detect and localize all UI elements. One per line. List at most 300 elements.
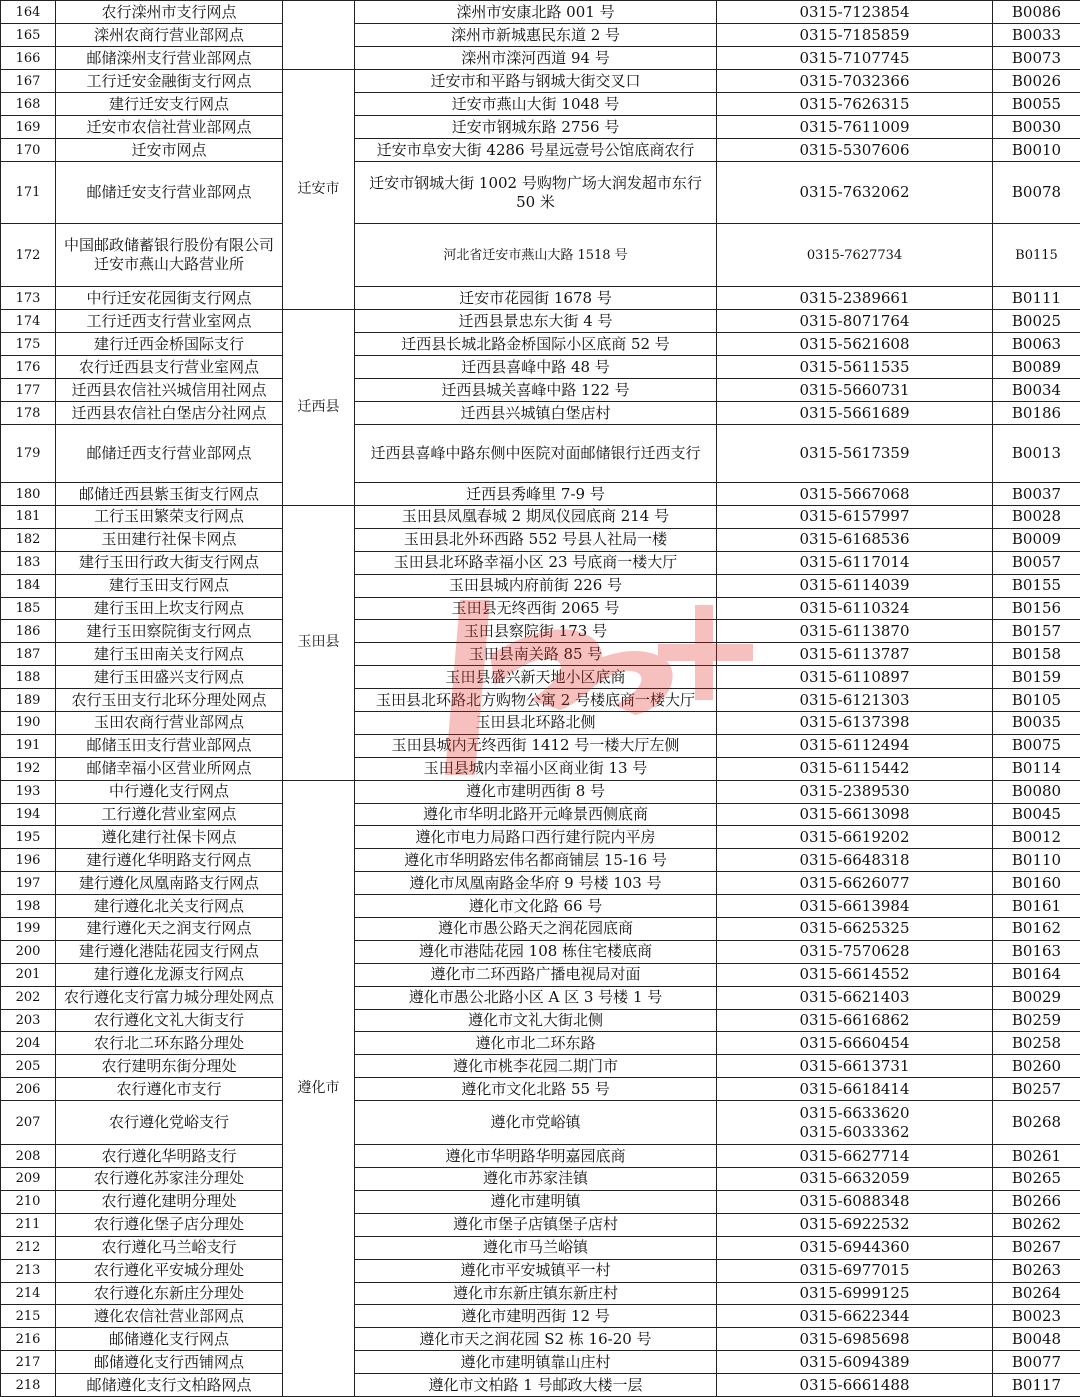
branch-code: B0261 bbox=[993, 1145, 1080, 1168]
branch-phone: 0315-6619202 bbox=[717, 826, 993, 849]
branch-address: 遵化市建明镇 bbox=[355, 1190, 717, 1213]
branch-address: 遵化市北二环东路 bbox=[355, 1032, 717, 1055]
branch-code: B0258 bbox=[993, 1032, 1080, 1055]
branch-code: B0080 bbox=[993, 780, 1080, 803]
branch-address: 迁西县兴城镇白堡店村 bbox=[355, 402, 717, 425]
branch-phone: 0315-2389530 bbox=[717, 780, 993, 803]
branch-code: B0013 bbox=[993, 425, 1080, 483]
table-row bbox=[1, 379, 1080, 402]
branch-address: 遵化市文柏路 1 号邮政大楼一层 bbox=[355, 1374, 717, 1397]
branch-name: 工行迁安金融街支行网点 bbox=[56, 70, 283, 93]
branch-phone: 0315-6112494 bbox=[717, 734, 993, 757]
row-number: 183 bbox=[1, 551, 56, 574]
branch-address: 遵化市堡子店镇堡子店村 bbox=[355, 1213, 717, 1236]
branch-address: 玉田县北环路北方购物公寓 2 号楼底商一楼大厅 bbox=[355, 689, 717, 712]
branch-code: B0012 bbox=[993, 826, 1080, 849]
branch-phone: 0315-6661488 bbox=[717, 1374, 993, 1397]
branch-name: 建行遵化天之润支行网点 bbox=[56, 918, 283, 941]
region-cell: 迁西县 bbox=[283, 310, 355, 506]
branch-code: B0045 bbox=[993, 803, 1080, 826]
branch-phone bbox=[717, 1101, 993, 1145]
branch-phone: 0315-6115442 bbox=[717, 757, 993, 780]
branch-address: 遵化市电力局路口西行建行院内平房 bbox=[355, 826, 717, 849]
branch-address: 遵化市愚公路天之润花园底商 bbox=[355, 918, 717, 941]
branch-name: 农行遵化堡子店分理处 bbox=[56, 1213, 283, 1236]
branch-code: B0186 bbox=[993, 402, 1080, 425]
branch-code: B0158 bbox=[993, 643, 1080, 666]
branch-phone: 0315-7107745 bbox=[717, 47, 993, 70]
table-row bbox=[1, 506, 1080, 529]
row-number: 197 bbox=[1, 872, 56, 895]
row-number: 170 bbox=[1, 139, 56, 162]
table-row bbox=[1, 1168, 1080, 1191]
region-cell: 遵化市 bbox=[283, 780, 355, 1396]
branch-code: B0161 bbox=[993, 895, 1080, 918]
branch-name: 滦州农商行营业部网点 bbox=[56, 24, 283, 47]
branch-address: 遵化市马兰峪镇 bbox=[355, 1236, 717, 1259]
branch-name: 工行玉田繁荣支行网点 bbox=[56, 506, 283, 529]
branch-address: 玉田县北环路幸福小区 23 号底商一楼大厅 bbox=[355, 551, 717, 574]
row-number: 201 bbox=[1, 963, 56, 986]
table-row bbox=[1, 597, 1080, 620]
branch-code: B0156 bbox=[993, 597, 1080, 620]
table-row bbox=[1, 333, 1080, 356]
row-number: 215 bbox=[1, 1305, 56, 1328]
table-row bbox=[1, 1, 1080, 24]
branch-name: 迁安市网点 bbox=[56, 139, 283, 162]
branch-phone: 0315-6088348 bbox=[717, 1190, 993, 1213]
branch-address: 玉田县城内无终西街 1412 号一楼大厅左侧 bbox=[355, 734, 717, 757]
branch-name: 农行遵化市支行 bbox=[56, 1078, 283, 1101]
branch-name: 邮储迁安支行营业部网点 bbox=[56, 162, 283, 224]
branch-phone: 0315-5621608 bbox=[717, 333, 993, 356]
branch-phone: 0315-7632062 bbox=[717, 162, 993, 224]
branch-name: 建行遵化港陆花园支行网点 bbox=[56, 940, 283, 963]
branch-address: 遵化市建明镇靠山庄村 bbox=[355, 1351, 717, 1374]
branch-address: 玉田县北环路北侧 bbox=[355, 712, 717, 735]
row-number: 178 bbox=[1, 402, 56, 425]
row-number: 166 bbox=[1, 47, 56, 70]
branch-code: B0033 bbox=[993, 24, 1080, 47]
branch-address: 遵化市文礼大街北侧 bbox=[355, 1009, 717, 1032]
row-number: 179 bbox=[1, 425, 56, 483]
branch-phone: 0315-6648318 bbox=[717, 849, 993, 872]
branch-name: 农行滦州市支行网点 bbox=[56, 1, 283, 24]
row-number: 195 bbox=[1, 826, 56, 849]
branch-code: B0260 bbox=[993, 1055, 1080, 1078]
row-number: 212 bbox=[1, 1236, 56, 1259]
table-row bbox=[1, 1328, 1080, 1351]
table-row bbox=[1, 757, 1080, 780]
phone-line: 0315-6633620 bbox=[720, 1104, 989, 1123]
row-number: 211 bbox=[1, 1213, 56, 1236]
region-cell: 迁安市 bbox=[283, 70, 355, 310]
row-number: 218 bbox=[1, 1374, 56, 1397]
branch-address: 迁安市燕山大街 1048 号 bbox=[355, 93, 717, 116]
table-row bbox=[1, 574, 1080, 597]
branch-phone: 0315-5661689 bbox=[717, 402, 993, 425]
row-number: 192 bbox=[1, 757, 56, 780]
branch-phone: 0315-6613731 bbox=[717, 1055, 993, 1078]
branch-phone: 0315-6999125 bbox=[717, 1282, 993, 1305]
row-number: 177 bbox=[1, 379, 56, 402]
table-row bbox=[1, 1055, 1080, 1078]
table-row bbox=[1, 734, 1080, 757]
row-number: 210 bbox=[1, 1190, 56, 1213]
branch-name: 农行玉田支行北环分理处网点 bbox=[56, 689, 283, 712]
branch-code: B0089 bbox=[993, 356, 1080, 379]
phone-line: 0315-6033362 bbox=[720, 1123, 989, 1142]
table-row bbox=[1, 1282, 1080, 1305]
branch-phone: 0315-8071764 bbox=[717, 310, 993, 333]
branch-name: 中国邮政储蓄银行股份有限公司迁安市燕山大路营业所 bbox=[56, 224, 283, 287]
branch-code: B0163 bbox=[993, 940, 1080, 963]
row-number: 194 bbox=[1, 803, 56, 826]
branch-phone: 0315-6944360 bbox=[717, 1236, 993, 1259]
row-number: 191 bbox=[1, 734, 56, 757]
branch-phone: 0315-5617359 bbox=[717, 425, 993, 483]
branch-phone: 0315-5660731 bbox=[717, 379, 993, 402]
branch-address: 滦州市新城惠民东道 2 号 bbox=[355, 24, 717, 47]
branch-address: 迁安市阜安大街 4286 号星远壹号公馆底商农行 bbox=[355, 139, 717, 162]
branch-code: B0268 bbox=[993, 1101, 1080, 1145]
branch-address: 迁安市钢城大街 1002 号购物广场大润发超市东行 50 米 bbox=[355, 162, 717, 224]
table-row bbox=[1, 139, 1080, 162]
row-number: 199 bbox=[1, 918, 56, 941]
branch-phone: 0315-6094389 bbox=[717, 1351, 993, 1374]
branch-code: B0028 bbox=[993, 506, 1080, 529]
branch-name: 建行遵化凤凰南路支行网点 bbox=[56, 872, 283, 895]
branch-name: 建行迁西金桥国际支行 bbox=[56, 333, 283, 356]
row-number: 187 bbox=[1, 643, 56, 666]
branch-phone: 0315-6618414 bbox=[717, 1078, 993, 1101]
branch-code: B0265 bbox=[993, 1168, 1080, 1191]
branch-address: 玉田县城内府前街 226 号 bbox=[355, 574, 717, 597]
branch-name: 迁安市农信社营业部网点 bbox=[56, 116, 283, 139]
table-row bbox=[1, 1078, 1080, 1101]
branch-code: B0048 bbox=[993, 1328, 1080, 1351]
row-number: 188 bbox=[1, 666, 56, 689]
row-number: 189 bbox=[1, 689, 56, 712]
row-number: 205 bbox=[1, 1055, 56, 1078]
branch-name: 迁西县农信社兴城信用社网点 bbox=[56, 379, 283, 402]
branch-code: B0077 bbox=[993, 1351, 1080, 1374]
table-row bbox=[1, 1009, 1080, 1032]
branch-name: 邮储遵化支行西铺网点 bbox=[56, 1351, 283, 1374]
row-number: 171 bbox=[1, 162, 56, 224]
branch-address: 迁西县长城北路金桥国际小区底商 52 号 bbox=[355, 333, 717, 356]
row-number: 209 bbox=[1, 1168, 56, 1191]
branch-phone: 0315-6625325 bbox=[717, 918, 993, 941]
branch-name: 建行遵化华明路支行网点 bbox=[56, 849, 283, 872]
table-row bbox=[1, 826, 1080, 849]
branch-phone: 0315-6614552 bbox=[717, 963, 993, 986]
branch-phone: 0315-6922532 bbox=[717, 1213, 993, 1236]
table-row bbox=[1, 895, 1080, 918]
table-row bbox=[1, 24, 1080, 47]
branch-code: B0105 bbox=[993, 689, 1080, 712]
branch-code: B0257 bbox=[993, 1078, 1080, 1101]
branch-phone: 0315-6632059 bbox=[717, 1168, 993, 1191]
branch-address: 遵化市港陆花园 108 栋住宅楼底商 bbox=[355, 940, 717, 963]
row-number: 173 bbox=[1, 287, 56, 310]
branch-phone: 0315-6616862 bbox=[717, 1009, 993, 1032]
table-row bbox=[1, 780, 1080, 803]
table-row bbox=[1, 356, 1080, 379]
branch-code: B0262 bbox=[993, 1213, 1080, 1236]
branch-phone: 0315-6117014 bbox=[717, 551, 993, 574]
row-number: 193 bbox=[1, 780, 56, 803]
branch-name: 农行遵化党峪支行 bbox=[56, 1101, 283, 1145]
row-number: 168 bbox=[1, 93, 56, 116]
table-row bbox=[1, 70, 1080, 93]
table-row bbox=[1, 1213, 1080, 1236]
branch-name: 农行建明东街分理处 bbox=[56, 1055, 283, 1078]
branch-name: 邮储幸福小区营业所网点 bbox=[56, 757, 283, 780]
table-row bbox=[1, 849, 1080, 872]
branch-address: 遵化市文化北路 55 号 bbox=[355, 1078, 717, 1101]
branch-address: 滦州市安康北路 001 号 bbox=[355, 1, 717, 24]
row-number: 203 bbox=[1, 1009, 56, 1032]
branch-name: 中行遵化支行网点 bbox=[56, 780, 283, 803]
table-row bbox=[1, 1351, 1080, 1374]
branch-phone: 0315-5611535 bbox=[717, 356, 993, 379]
branch-phone: 0315-6627714 bbox=[717, 1145, 993, 1168]
branch-name: 农行迁西县支行营业室网点 bbox=[56, 356, 283, 379]
branch-address: 遵化市东新庄镇东新庄村 bbox=[355, 1282, 717, 1305]
branch-code: B0264 bbox=[993, 1282, 1080, 1305]
branch-phone: 0315-6157997 bbox=[717, 506, 993, 529]
table-row bbox=[1, 1236, 1080, 1259]
branch-name: 邮储迁西支行营业部网点 bbox=[56, 425, 283, 483]
branch-phone: 0315-6613984 bbox=[717, 895, 993, 918]
branch-code: B0267 bbox=[993, 1236, 1080, 1259]
row-number: 196 bbox=[1, 849, 56, 872]
row-number: 172 bbox=[1, 224, 56, 287]
branch-code: B0115 bbox=[993, 224, 1080, 287]
branch-name: 迁西县农信社白堡店分社网点 bbox=[56, 402, 283, 425]
branch-address: 玉田县南关路 85 号 bbox=[355, 643, 717, 666]
branch-address: 迁西县景忠东大街 4 号 bbox=[355, 310, 717, 333]
branch-address: 遵化市华明路华明嘉园底商 bbox=[355, 1145, 717, 1168]
row-number: 174 bbox=[1, 310, 56, 333]
branch-name: 农行遵化文礼大街支行 bbox=[56, 1009, 283, 1032]
branch-name: 邮储滦州支行营业部网点 bbox=[56, 47, 283, 70]
branch-code: B0157 bbox=[993, 620, 1080, 643]
row-number: 217 bbox=[1, 1351, 56, 1374]
table-row bbox=[1, 1374, 1080, 1397]
branch-address: 迁西县喜峰中路东侧中医院对面邮储银行迁西支行 bbox=[355, 425, 717, 483]
branch-code: B0057 bbox=[993, 551, 1080, 574]
row-number: 180 bbox=[1, 483, 56, 506]
branch-phone: 0315-6977015 bbox=[717, 1259, 993, 1282]
row-number: 175 bbox=[1, 333, 56, 356]
branch-phone: 0315-7185859 bbox=[717, 24, 993, 47]
branch-code: B0073 bbox=[993, 47, 1080, 70]
branch-code: B0034 bbox=[993, 379, 1080, 402]
table-row bbox=[1, 1101, 1080, 1145]
table-row bbox=[1, 643, 1080, 666]
table-row bbox=[1, 528, 1080, 551]
row-number: 186 bbox=[1, 620, 56, 643]
branch-code: B0155 bbox=[993, 574, 1080, 597]
branch-phone: 0315-7570628 bbox=[717, 940, 993, 963]
row-number: 213 bbox=[1, 1259, 56, 1282]
branch-name: 遵化农信社营业部网点 bbox=[56, 1305, 283, 1328]
branch-phone: 0315-6110897 bbox=[717, 666, 993, 689]
branch-code: B0117 bbox=[993, 1374, 1080, 1397]
row-number: 206 bbox=[1, 1078, 56, 1101]
branch-name: 中行迁安花园街支行网点 bbox=[56, 287, 283, 310]
branch-code: B0164 bbox=[993, 963, 1080, 986]
branch-name: 建行玉田行政大街支行网点 bbox=[56, 551, 283, 574]
branch-code: B0259 bbox=[993, 1009, 1080, 1032]
table-row bbox=[1, 1145, 1080, 1168]
branch-code: B0160 bbox=[993, 872, 1080, 895]
table-row bbox=[1, 1190, 1080, 1213]
branch-phone: 0315-6168536 bbox=[717, 528, 993, 551]
row-number: 190 bbox=[1, 712, 56, 735]
table-row bbox=[1, 93, 1080, 116]
branch-name: 农行遵化马兰峪支行 bbox=[56, 1236, 283, 1259]
row-number: 200 bbox=[1, 940, 56, 963]
row-number: 216 bbox=[1, 1328, 56, 1351]
branch-name: 农行遵化建明分理处 bbox=[56, 1190, 283, 1213]
branch-phone: 0315-6137398 bbox=[717, 712, 993, 735]
branch-code: B0086 bbox=[993, 1, 1080, 24]
branch-name: 农行遵化苏家洼分理处 bbox=[56, 1168, 283, 1191]
branch-name: 建行遵化北关支行网点 bbox=[56, 895, 283, 918]
branch-name: 建行迁安支行网点 bbox=[56, 93, 283, 116]
branch-code: B0025 bbox=[993, 310, 1080, 333]
branch-address: 遵化市天之润花园 S2 栋 16-20 号 bbox=[355, 1328, 717, 1351]
branch-phone: 0315-6113870 bbox=[717, 620, 993, 643]
branch-address: 玉田县盛兴新天地小区底商 bbox=[355, 666, 717, 689]
branch-code: B0266 bbox=[993, 1190, 1080, 1213]
branch-address: 遵化市凤凰南路金华府 9 号楼 103 号 bbox=[355, 872, 717, 895]
table-row bbox=[1, 689, 1080, 712]
branch-phone: 0315-7032366 bbox=[717, 70, 993, 93]
row-number: 182 bbox=[1, 528, 56, 551]
table-row bbox=[1, 224, 1080, 287]
branch-name: 玉田农商行营业部网点 bbox=[56, 712, 283, 735]
branch-name: 建行玉田盛兴支行网点 bbox=[56, 666, 283, 689]
branch-name: 建行遵化龙源支行网点 bbox=[56, 963, 283, 986]
branch-address: 玉田县凤凰春城 2 期凤仪园底商 214 号 bbox=[355, 506, 717, 529]
branch-code: B0063 bbox=[993, 333, 1080, 356]
table-row bbox=[1, 551, 1080, 574]
table-row bbox=[1, 940, 1080, 963]
branch-name: 邮储遵化支行网点 bbox=[56, 1328, 283, 1351]
branch-phone: 0315-6113787 bbox=[717, 643, 993, 666]
branch-phone: 0315-6626077 bbox=[717, 872, 993, 895]
branch-address: 遵化市愚公北路小区 A 区 3 号楼 1 号 bbox=[355, 986, 717, 1009]
branch-code: B0111 bbox=[993, 287, 1080, 310]
branch-code: B0078 bbox=[993, 162, 1080, 224]
branch-address: 玉田县城内幸福小区商业街 13 号 bbox=[355, 757, 717, 780]
branch-phone: 0315-6121303 bbox=[717, 689, 993, 712]
branch-phone: 0315-6621403 bbox=[717, 986, 993, 1009]
branch-address: 遵化市平安城镇平一村 bbox=[355, 1259, 717, 1282]
branch-code: B0075 bbox=[993, 734, 1080, 757]
table-row bbox=[1, 963, 1080, 986]
branch-address: 遵化市文化路 66 号 bbox=[355, 895, 717, 918]
branch-phone: 0315-5307606 bbox=[717, 139, 993, 162]
branch-name: 邮储遵化支行文柏路网点 bbox=[56, 1374, 283, 1397]
row-number: 198 bbox=[1, 895, 56, 918]
branch-code: B0263 bbox=[993, 1259, 1080, 1282]
row-number: 204 bbox=[1, 1032, 56, 1055]
row-number: 184 bbox=[1, 574, 56, 597]
branch-address: 遵化市建明西街 8 号 bbox=[355, 780, 717, 803]
branch-name: 建行玉田察院街支行网点 bbox=[56, 620, 283, 643]
branch-code: B0055 bbox=[993, 93, 1080, 116]
table-row bbox=[1, 986, 1080, 1009]
branch-address: 遵化市桃李花园二期门市 bbox=[355, 1055, 717, 1078]
table-row bbox=[1, 402, 1080, 425]
branch-name: 建行玉田上坎支行网点 bbox=[56, 597, 283, 620]
branch-name: 邮储迁西县紫玉街支行网点 bbox=[56, 483, 283, 506]
row-number: 185 bbox=[1, 597, 56, 620]
region-cell bbox=[283, 1, 355, 70]
branch-phone: 0315-6622344 bbox=[717, 1305, 993, 1328]
branch-code: B0026 bbox=[993, 70, 1080, 93]
row-number: 202 bbox=[1, 986, 56, 1009]
branch-name: 农行北二环东路分理处 bbox=[56, 1032, 283, 1055]
branch-name: 工行迁西支行营业室网点 bbox=[56, 310, 283, 333]
branch-name: 农行遵化支行富力城分理处网点 bbox=[56, 986, 283, 1009]
branch-phone: 0315-6114039 bbox=[717, 574, 993, 597]
branch-code: B0035 bbox=[993, 712, 1080, 735]
branch-name: 农行遵化平安城分理处 bbox=[56, 1259, 283, 1282]
branch-address: 迁西县喜峰中路 48 号 bbox=[355, 356, 717, 379]
table-row bbox=[1, 803, 1080, 826]
branch-address: 河北省迁安市燕山大路 1518 号 bbox=[355, 224, 717, 287]
table-row bbox=[1, 712, 1080, 735]
branch-phone: 0315-6613098 bbox=[717, 803, 993, 826]
branch-code: B0114 bbox=[993, 757, 1080, 780]
table-row bbox=[1, 872, 1080, 895]
table-row bbox=[1, 425, 1080, 483]
branch-name: 工行遵化营业室网点 bbox=[56, 803, 283, 826]
table-row bbox=[1, 918, 1080, 941]
branch-address: 玉田县无终西街 2065 号 bbox=[355, 597, 717, 620]
branch-name: 邮储玉田支行营业部网点 bbox=[56, 734, 283, 757]
branch-phone: 0315-7611009 bbox=[717, 116, 993, 139]
branch-address: 迁西县秀峰里 7-9 号 bbox=[355, 483, 717, 506]
branch-phone: 0315-7123854 bbox=[717, 1, 993, 24]
branch-address: 滦州市滦河西道 94 号 bbox=[355, 47, 717, 70]
branch-address: 玉田县北外环西路 552 号县人社局一楼 bbox=[355, 528, 717, 551]
table-row bbox=[1, 287, 1080, 310]
branch-code: B0009 bbox=[993, 528, 1080, 551]
branch-phone: 0315-6110324 bbox=[717, 597, 993, 620]
region-cell: 玉田县 bbox=[283, 506, 355, 781]
row-number: 164 bbox=[1, 1, 56, 24]
branch-address: 遵化市苏家洼镇 bbox=[355, 1168, 717, 1191]
branch-code: B0023 bbox=[993, 1305, 1080, 1328]
branch-address: 遵化市建明西街 12 号 bbox=[355, 1305, 717, 1328]
row-number: 167 bbox=[1, 70, 56, 93]
branch-address: 遵化市党峪镇 bbox=[355, 1101, 717, 1145]
branch-code: B0162 bbox=[993, 918, 1080, 941]
branch-address: 迁西县城关喜峰中路 122 号 bbox=[355, 379, 717, 402]
branch-name: 农行遵化东新庄分理处 bbox=[56, 1282, 283, 1305]
branch-phone: 0315-7626315 bbox=[717, 93, 993, 116]
branch-phone: 0315-6985698 bbox=[717, 1328, 993, 1351]
branch-address: 遵化市华明路宏伟名都商铺层 15-16 号 bbox=[355, 849, 717, 872]
row-number: 214 bbox=[1, 1282, 56, 1305]
